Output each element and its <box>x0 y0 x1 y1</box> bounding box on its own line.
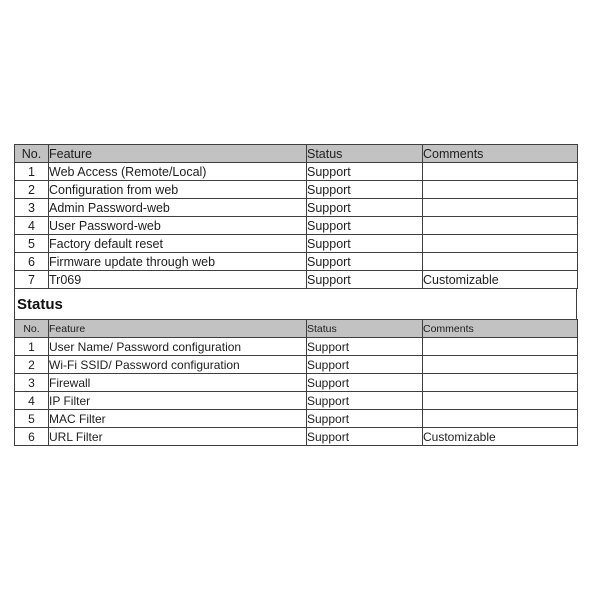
cell-comments <box>423 217 578 235</box>
cell-no: 3 <box>15 199 49 217</box>
cell-status: Support <box>307 356 423 374</box>
cell-status: Support <box>307 338 423 356</box>
cell-comments <box>423 374 578 392</box>
cell-no: 3 <box>15 374 49 392</box>
cell-no: 6 <box>15 253 49 271</box>
column-header-status: Status <box>307 320 423 338</box>
cell-no: 7 <box>15 271 49 289</box>
table-row <box>15 235 578 253</box>
cell-status: Support <box>307 271 423 289</box>
cell-no: 4 <box>15 392 49 410</box>
cell-status: Support <box>307 392 423 410</box>
cell-no: 5 <box>15 410 49 428</box>
cell-comments <box>423 163 578 181</box>
table-row <box>15 338 578 356</box>
cell-feature: Admin Password-web <box>49 199 307 217</box>
column-header-comments: Comments <box>423 320 578 338</box>
cell-feature: Wi-Fi SSID/ Password configuration <box>49 356 307 374</box>
table-row <box>15 217 578 235</box>
column-header-no: No. <box>15 145 49 163</box>
cell-comments <box>423 410 578 428</box>
cell-comments: Customizable <box>423 428 578 446</box>
cell-feature: Firmware update through web <box>49 253 307 271</box>
cell-feature: Web Access (Remote/Local) <box>49 163 307 181</box>
cell-status: Support <box>307 410 423 428</box>
cell-feature: IP Filter <box>49 392 307 410</box>
table1-header-row <box>15 145 578 163</box>
table-row <box>15 199 578 217</box>
cell-feature: Tr069 <box>49 271 307 289</box>
column-header-feature: Feature <box>49 320 307 338</box>
cell-feature: URL Filter <box>49 428 307 446</box>
cell-comments <box>423 181 578 199</box>
table-row <box>15 253 578 271</box>
column-header-feature: Feature <box>49 145 307 163</box>
cell-status: Support <box>307 163 423 181</box>
table-row <box>15 428 578 446</box>
cell-comments <box>423 356 578 374</box>
table-row <box>15 271 578 289</box>
cell-status: Support <box>307 428 423 446</box>
cell-comments <box>423 392 578 410</box>
table-row <box>15 163 578 181</box>
cell-no: 4 <box>15 217 49 235</box>
cell-no: 1 <box>15 338 49 356</box>
cell-comments: Customizable <box>423 271 578 289</box>
cell-feature: User Password-web <box>49 217 307 235</box>
cell-no: 1 <box>15 163 49 181</box>
cell-feature: Firewall <box>49 374 307 392</box>
cell-comments <box>423 253 578 271</box>
cell-status: Support <box>307 181 423 199</box>
cell-status: Support <box>307 253 423 271</box>
cell-no: 5 <box>15 235 49 253</box>
table-row <box>15 181 578 199</box>
section-heading: Status <box>17 295 63 313</box>
cell-feature: MAC Filter <box>49 410 307 428</box>
cell-no: 6 <box>15 428 49 446</box>
cell-status: Support <box>307 199 423 217</box>
table-row <box>15 410 578 428</box>
section-heading-row <box>14 289 577 319</box>
feature-table-1 <box>14 144 578 289</box>
column-header-no: No. <box>15 320 49 338</box>
cell-comments <box>423 199 578 217</box>
cell-status: Support <box>307 235 423 253</box>
cell-comments <box>423 338 578 356</box>
column-header-comments: Comments <box>423 145 578 163</box>
cell-feature: Factory default reset <box>49 235 307 253</box>
cell-comments <box>423 235 578 253</box>
cell-status: Support <box>307 217 423 235</box>
column-header-status: Status <box>307 145 423 163</box>
cell-status: Support <box>307 374 423 392</box>
cell-feature: User Name/ Password configuration <box>49 338 307 356</box>
document-page <box>14 144 577 446</box>
table-row <box>15 356 578 374</box>
feature-table-2 <box>14 319 578 446</box>
table2-header-row <box>15 320 578 338</box>
table-row <box>15 392 578 410</box>
cell-no: 2 <box>15 181 49 199</box>
cell-feature: Configuration from web <box>49 181 307 199</box>
table-row <box>15 374 578 392</box>
cell-no: 2 <box>15 356 49 374</box>
